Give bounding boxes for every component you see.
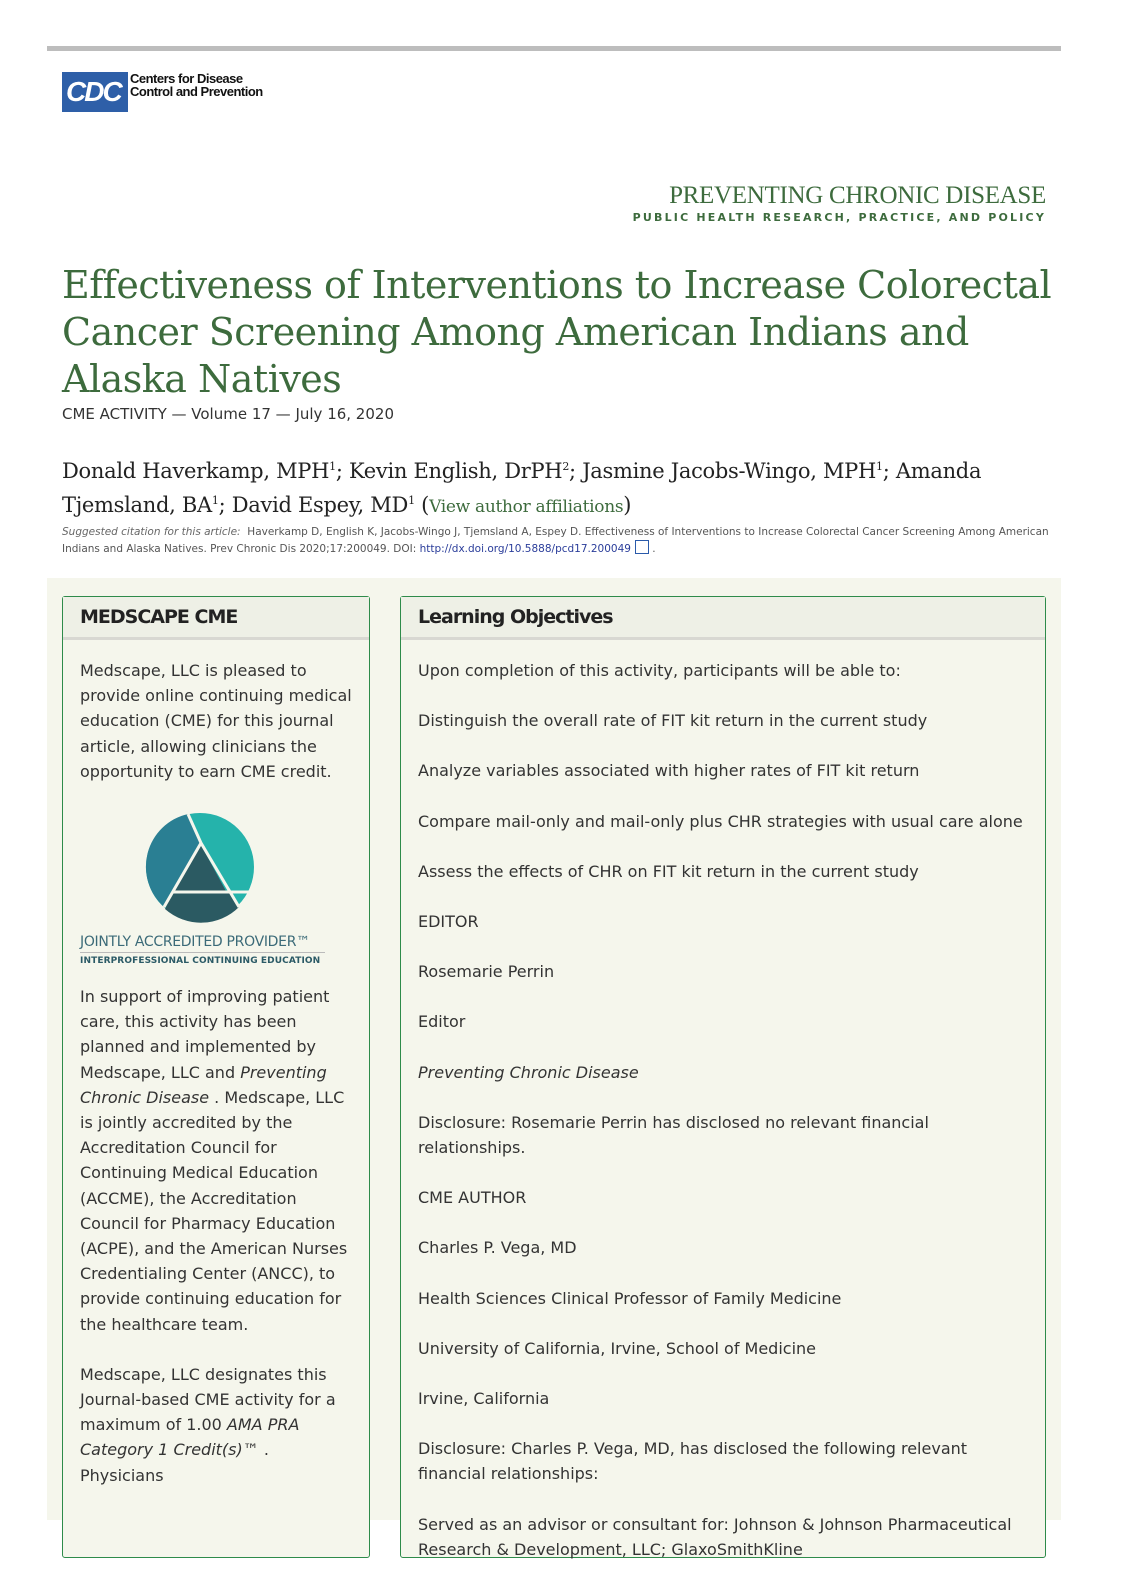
medscape-heading: MEDSCAPE CME	[63, 597, 369, 640]
objective-item: Disclosure: Charles P. Vega, MD, has disclosed the following relevant financial relationships:	[418, 1439, 968, 1484]
citation-label: Suggested citation for this article:	[62, 526, 241, 538]
medscape-intro: Medscape, LLC is pleased to provide online continuing medical education (CME) for this journal article, allowing clinicians the opportunity to earn CME credit.	[80, 661, 352, 781]
author-name: Jasmine Jacobs-Wingo, MPH	[582, 459, 877, 483]
objective-item: CME AUTHOR	[418, 1188, 527, 1208]
journal-subtitle: PUBLIC HEALTH RESEARCH, PRACTICE, AND POLICY	[632, 211, 1046, 224]
author-name: Kevin English, DrPH	[348, 459, 563, 483]
journal-masthead[interactable]	[633, 182, 1046, 224]
jointly-accredited-logo	[80, 812, 369, 966]
author-name: David Espey, MD	[231, 493, 409, 517]
author-separator: ;	[218, 493, 232, 517]
objective-item: Editor	[418, 1012, 466, 1032]
affiliation-marker: 1	[329, 460, 336, 473]
top-divider	[47, 46, 1061, 51]
journal-title: PREVENTING CHRONIC DISEASE	[669, 182, 1046, 209]
doi-link[interactable]: http://dx.doi.org/10.5888/pcd17.200049	[419, 543, 631, 555]
objective-item: Disclosure: Rosemarie Perrin has disclosed no relevant financial relationships.	[418, 1112, 929, 1158]
objective-item: Analyze variables associated with higher rates of FIT kit return	[418, 761, 920, 781]
cme-panel	[47, 578, 1061, 1559]
author-separator: ;	[335, 459, 349, 483]
author-separator: ;	[882, 459, 896, 483]
objective-item: Health Sciences Clinical Professor of Family Medicine	[418, 1288, 842, 1308]
jointly-accredited-icon	[145, 812, 255, 924]
external-link-icon[interactable]	[635, 540, 649, 554]
objective-item: Served as an advisor or consultant for: Johnson & Johnson Pharmaceutical Research & Development, LLC; GlaxoSmithKline	[418, 1514, 1012, 1559]
author-name: Amanda Tjemsland, BA	[62, 459, 982, 517]
objective-item: EDITOR	[418, 912, 479, 932]
author-separator: ;	[569, 459, 583, 483]
author-list: Donald Haverkamp, MPH$^1$; Kevin English, DrPH$^2$; Jasmine Jacobs-Wingo, MPH$^1$; Amanda Tjemsland, $BA^1$; David Espey, $MD^1$ (View author affiliations)	[62, 459, 982, 517]
objective-item: Assess the effects of CHR on FIT kit return in the current study	[418, 861, 919, 881]
objective-item: Preventing Chronic Disease	[418, 1062, 639, 1082]
objective-item: Distinguish the overall rate of FIT kit return in the current study	[418, 711, 928, 731]
article-title: Effectiveness of Interventions to Increase Colorectal Cancer Screening Among American Indians and Alaska Natives	[62, 263, 1052, 401]
author-separator	[415, 493, 421, 517]
medscape-accreditation: In support of improving patient care, this activity has been planned and implemented by Medscape, LLC and Preventing Chronic Disease . Medscape, LLC is jointly accredited by the Accreditation Council for Continuing Medical Education (ACCME), the Accreditation Council for Pharmacy Education (ACPE), and the American Nurses Credentialing Center (ANCC), to provide continuing education for the healthcare team.	[80, 987, 348, 1334]
citation-text: Haverkamp D, English K, Jacobs-Wingo J, Tjemsland A, Espey D. Effectiveness of Interventions to Increase Colorectal Cancer Screening Among American Indians and Alaska Natives. Prev Chronic Dis 2020;17:200049. DOI:	[62, 526, 1049, 555]
objective-item: Rosemarie Perrin	[418, 962, 555, 982]
suggested-citation: Suggested citation for this article: Haverkamp D, English K, Jacobs-Wingo J, Tjemsland A, Espey D. Effectiveness of Interventions to Increase Colorectal Cancer Screening Among American Indians and Alaska Natives. Prev Chronic Dis 2020;17:200049. DOI: http://dx.doi.org/10.5888/pcd17.200049 .	[62, 526, 1049, 555]
medscape-credit: Medscape, LLC designates this Journal-based CME activity for a maximum of 1.00 AMA PRA Category 1 Credit(s)™ . Physicians	[80, 1364, 336, 1485]
article-meta: CME ACTIVITY — Volume 17 — July 16, 2020	[62, 405, 394, 423]
cdc-logo[interactable]	[62, 72, 263, 112]
affiliation-marker: 1	[876, 460, 883, 473]
logo-line2: INTERPROFESSIONAL CONTINUING EDUCATION	[80, 956, 321, 967]
objective-item: Compare mail-only and mail-only plus CHR strategies with usual care alone	[418, 811, 1023, 831]
cdc-logo-mark: CDC	[62, 72, 128, 112]
learning-objectives-box	[400, 596, 1046, 1558]
affiliation-marker: 1	[408, 494, 415, 507]
cdc-logo-text: Centers for Disease Control and Prevention	[130, 71, 263, 99]
affiliation-marker: 1	[211, 494, 219, 507]
objectives-heading: Learning Objectives	[401, 597, 1045, 640]
objective-item: Irvine, California	[418, 1389, 550, 1409]
objective-item: Upon completion of this activity, participants will be able to:	[418, 661, 901, 680]
logo-line1: JOINTLY ACCREDITED PROVIDER™	[80, 934, 325, 953]
affiliation-marker: 2	[562, 460, 570, 473]
objective-item: Charles P. Vega, MD	[418, 1238, 577, 1258]
objective-item: University of California, Irvine, School of Medicine	[418, 1338, 817, 1358]
author-name: Donald Haverkamp, MPH	[62, 459, 330, 483]
view-affiliations-link[interactable]: View author affiliations	[429, 497, 624, 517]
medscape-cme-box	[62, 596, 370, 1558]
